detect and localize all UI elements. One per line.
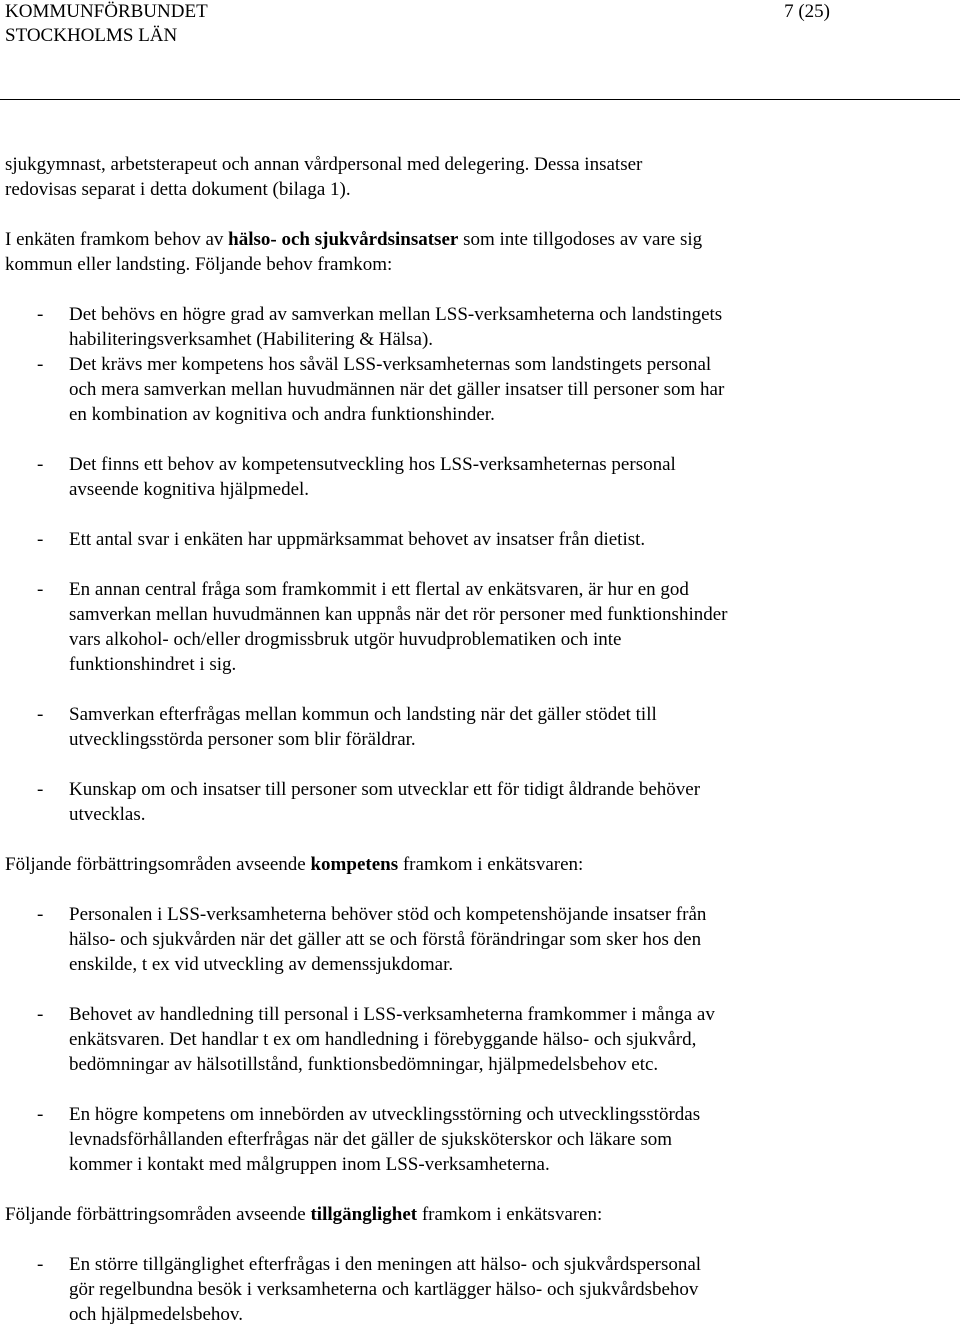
- list-dash: -: [37, 454, 44, 475]
- list-item-line: levnadsförhållanden efterfrågas när det gäller de sjuksköterskor och läkare som: [69, 1129, 673, 1150]
- list-item-line: och mera samverkan mellan huvudmännen när det gäller insatser till personer som har: [69, 379, 725, 400]
- list-dash: -: [37, 904, 44, 925]
- list-item-line: utvecklingsstörda personer som blir föräldrar.: [69, 729, 416, 750]
- list-dash: -: [37, 304, 44, 325]
- heading-pre: Följande förbättringsområden avseende: [5, 1204, 311, 1225]
- list-item: [5, 902, 955, 977]
- list-item-line: En annan central fråga som framkommit i ett flertal av enkätsvaren, är hur en god: [69, 579, 689, 600]
- list-item-line: enskilde, t ex vid utveckling av demenssjukdomar.: [69, 954, 454, 975]
- list-item-line: enkätsvaren. Det handlar t ex om handledning i förebyggande hälso- och sjukvård,: [69, 1029, 697, 1050]
- list-item-line: vars alkohol- och/eller drogmissbruk utgör huvudproblematiken och inte: [69, 629, 622, 650]
- document-body: [5, 152, 955, 1327]
- competence-heading: [5, 852, 955, 877]
- list-item: [5, 577, 955, 677]
- para2-post: som inte tillgodoses av vare sig: [458, 229, 703, 250]
- list-item-line: En större tillgänglighet efterfrågas i den meningen att hälso- och sjukvårdspersonal: [69, 1254, 702, 1275]
- header-divider: [0, 99, 960, 100]
- list-item-line: bedömningar av hälsotillstånd, funktionsbedömningar, hjälpmedelsbehov etc.: [69, 1054, 659, 1075]
- org-line-2: STOCKHOLMS LÄN: [5, 25, 178, 46]
- list-item-line: Det krävs mer kompetens hos såväl LSS-verksamheternas som landstingets personal: [69, 354, 712, 375]
- org-line-1: KOMMUNFÖRBUNDET: [5, 1, 208, 22]
- list-item-line: utvecklas.: [69, 804, 146, 825]
- list-item: [5, 352, 955, 427]
- list-item: [5, 452, 955, 502]
- list-dash: -: [37, 529, 44, 550]
- heading-post: framkom i enkätsvaren:: [398, 854, 584, 875]
- heading-bold: kompetens: [310, 854, 399, 875]
- list-dash: -: [37, 579, 44, 600]
- list-item: [5, 527, 955, 552]
- list-dash: -: [37, 1104, 44, 1125]
- para2-bold: hälso- och sjukvårdsinsatser: [228, 229, 459, 250]
- health-needs-paragraph: [5, 227, 955, 277]
- list-item-line: hälso- och sjukvården när det gäller att se och förstå förändringar som sker hos den: [69, 929, 702, 950]
- list-item-line: avseende kognitiva hjälpmedel.: [69, 479, 310, 500]
- heading-post: framkom i enkätsvaren:: [417, 1204, 603, 1225]
- list-dash: -: [37, 1004, 44, 1025]
- para2-pre: I enkäten framkom behov av: [5, 229, 229, 250]
- list-dash: -: [37, 704, 44, 725]
- list-dash: -: [37, 779, 44, 800]
- para2-line-2: kommun eller landsting. Följande behov framkom:: [5, 254, 393, 275]
- intro-line-2: redovisas separat i detta dokument (bilaga 1).: [5, 179, 351, 200]
- list-item-line: Det finns ett behov av kompetensutveckling hos LSS-verksamheternas personal: [69, 454, 676, 475]
- list-item-line: kommer i kontakt med målgruppen inom LSS-verksamheterna.: [69, 1154, 550, 1175]
- heading-bold: tillgänglighet: [310, 1204, 418, 1225]
- heading-pre: Följande förbättringsområden avseende: [5, 854, 311, 875]
- list-item-line: Personalen i LSS-verksamheterna behöver stöd och kompetenshöjande insatser från: [69, 904, 707, 925]
- list-item-line: funktionshindret i sig.: [69, 654, 237, 675]
- list-item-line: gör regelbundna besök i verksamheterna och kartlägger hälso- och sjukvårdsbehov: [69, 1279, 699, 1300]
- list-item: [5, 777, 955, 827]
- intro-line-1: sjukgymnast, arbetsterapeut och annan vårdpersonal med delegering. Dessa insatser: [5, 154, 643, 175]
- list-item: [5, 302, 955, 352]
- list-dash: -: [37, 354, 44, 375]
- list-item: [5, 1102, 955, 1177]
- list-item-line: Behovet av handledning till personal i LSS-verksamheterna framkommer i många av: [69, 1004, 715, 1025]
- list-item-line: Kunskap om och insatser till personer som utvecklar ett för tidigt åldrande behöver: [69, 779, 701, 800]
- intro-paragraph: [5, 152, 955, 202]
- list-item-line: Ett antal svar i enkäten har uppmärksammat behovet av insatser från dietist.: [69, 529, 646, 550]
- list-item-line: En högre kompetens om innebörden av utvecklingsstörning och utvecklingsstördas: [69, 1104, 701, 1125]
- list-item: [5, 1002, 955, 1077]
- list-item-line: samverkan mellan huvudmännen kan uppnås när det rör personer med funktionshinder: [69, 604, 728, 625]
- list-item-line: och hjälpmedelsbehov.: [69, 1304, 243, 1325]
- page-header: [5, 0, 830, 50]
- accessibility-heading: [5, 1202, 955, 1227]
- list-dash: -: [37, 1254, 44, 1275]
- list-item-line: Det behövs en högre grad av samverkan mellan LSS-verksamheterna och landstingets: [69, 304, 723, 325]
- list-item: [5, 1252, 955, 1327]
- organization-name: [5, 0, 208, 48]
- list-item-line: Samverkan efterfrågas mellan kommun och landsting när det gäller stödet till: [69, 704, 657, 725]
- list-item: [5, 702, 955, 752]
- list-item-line: en kombination av kognitiva och andra funktionshinder.: [69, 404, 495, 425]
- page-number: 7 (25): [784, 1, 830, 22]
- list-item-line: habiliteringsverksamhet (Habilitering & Hälsa).: [69, 329, 434, 350]
